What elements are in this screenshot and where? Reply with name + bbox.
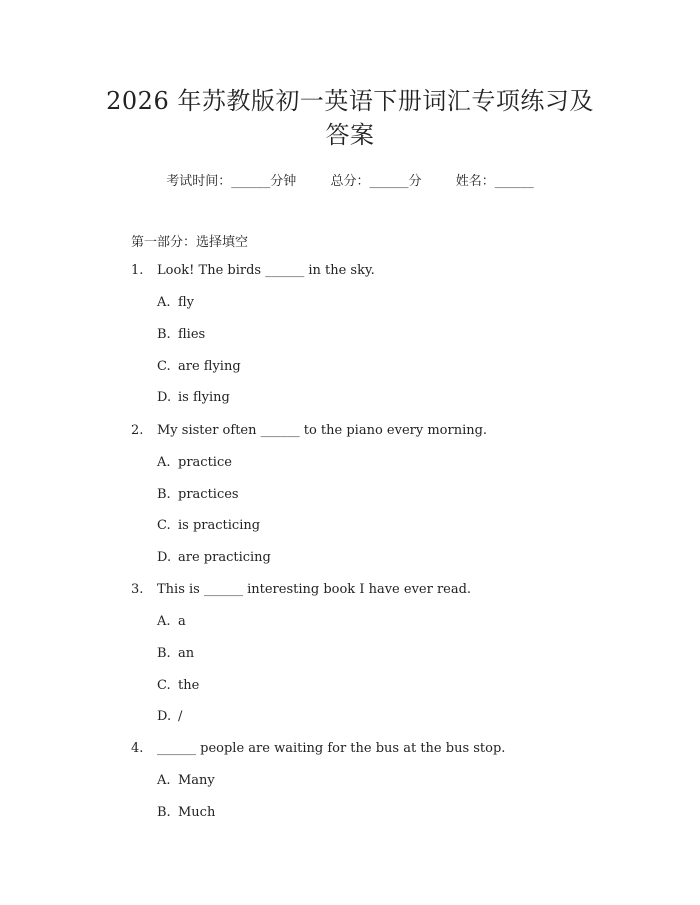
option-letter: A.	[157, 295, 171, 310]
title-line-2: 答案	[325, 121, 375, 149]
question-1-option-c	[157, 359, 241, 374]
question-2-option-d	[157, 550, 271, 565]
section-title: 第一部分：选择填空	[131, 235, 249, 250]
option-text: practice	[178, 455, 232, 470]
title-line-1: 2026 年苏教版初一英语下册词汇专项练习及	[106, 87, 594, 115]
question-3-option-d	[157, 709, 182, 724]
option-letter: C.	[157, 518, 171, 533]
page-title	[60, 84, 640, 152]
option-text: practices	[178, 487, 239, 502]
question-2-option-a	[157, 455, 232, 470]
option-text: Many	[178, 773, 215, 788]
option-text: the	[178, 678, 200, 693]
question-text: My sister often ______ to the piano every morning.	[157, 423, 488, 438]
option-text: flies	[178, 327, 206, 342]
option-letter: A.	[157, 773, 171, 788]
option-letter: A.	[157, 614, 171, 629]
option-letter: D.	[157, 550, 172, 565]
question-1-option-a	[157, 295, 194, 310]
question-number: 4.	[131, 741, 144, 756]
total-score-label: 总分：______分	[330, 174, 422, 189]
question-number: 1.	[131, 263, 144, 278]
option-letter: B.	[157, 487, 171, 502]
question-3-option-b	[157, 646, 194, 661]
option-text: is flying	[178, 390, 230, 405]
option-text: a	[178, 614, 186, 629]
question-number: 2.	[131, 423, 144, 438]
option-letter: C.	[157, 678, 171, 693]
exam-time-label: 考试时间：______分钟	[166, 174, 297, 189]
question-1-option-d	[157, 390, 230, 405]
option-letter: D.	[157, 390, 172, 405]
option-letter: B.	[157, 646, 171, 661]
option-text: /	[178, 709, 183, 724]
option-text: are flying	[178, 359, 241, 374]
question-text: Look! The birds ______ in the sky.	[157, 263, 375, 278]
option-text: are practicing	[178, 550, 271, 565]
option-text: is practicing	[178, 518, 261, 533]
option-letter: D.	[157, 709, 172, 724]
option-text: an	[178, 646, 195, 661]
question-4-option-a	[157, 773, 215, 788]
option-letter: C.	[157, 359, 171, 374]
question-3-option-a	[157, 614, 186, 629]
option-letter: A.	[157, 455, 171, 470]
question-text: ______ people are waiting for the bus at the bus stop.	[157, 741, 506, 756]
question-4-option-b	[157, 805, 215, 820]
option-text: Much	[178, 805, 216, 820]
question-1-option-b	[157, 327, 205, 342]
question-2-option-c	[157, 518, 260, 533]
student-name-label: 姓名：______	[455, 174, 534, 189]
option-letter: B.	[157, 805, 171, 820]
option-letter: B.	[157, 327, 171, 342]
question-text: This is ______ interesting book I have ever read.	[157, 582, 472, 597]
question-2-option-b	[157, 487, 239, 502]
question-number: 3.	[131, 582, 144, 597]
option-text: fly	[178, 295, 195, 310]
exam-info	[0, 170, 700, 189]
question-3-option-c	[157, 678, 199, 693]
